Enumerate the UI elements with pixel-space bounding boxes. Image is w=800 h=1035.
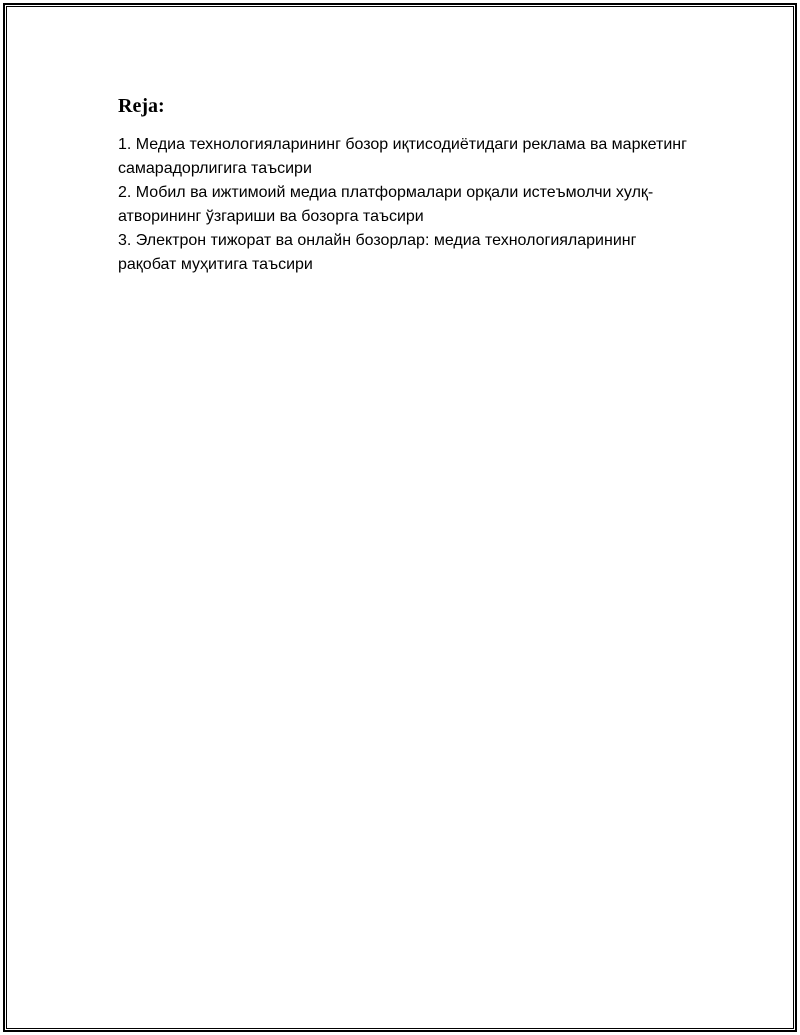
document-body — [118, 94, 698, 277]
plan-item-1: 1. Медиа технологияларининг бозор иқтисодиётидаги реклама ва маркетинг самарадорлигига таъсири — [118, 136, 687, 177]
plan-heading: Reja: — [118, 95, 165, 117]
plan-item-3: 3. Электрон тижорат ва онлайн бозорлар: медиа технологияларининг рақобат муҳитига таъсири — [118, 232, 637, 273]
plan-list — [118, 133, 698, 277]
plan-item-2: 2. Мобил ва ижтимоий медиа платформалари орқали истеъмолчи хулқ-атворининг ўзгариши ва бозорга таъсири — [118, 184, 654, 225]
